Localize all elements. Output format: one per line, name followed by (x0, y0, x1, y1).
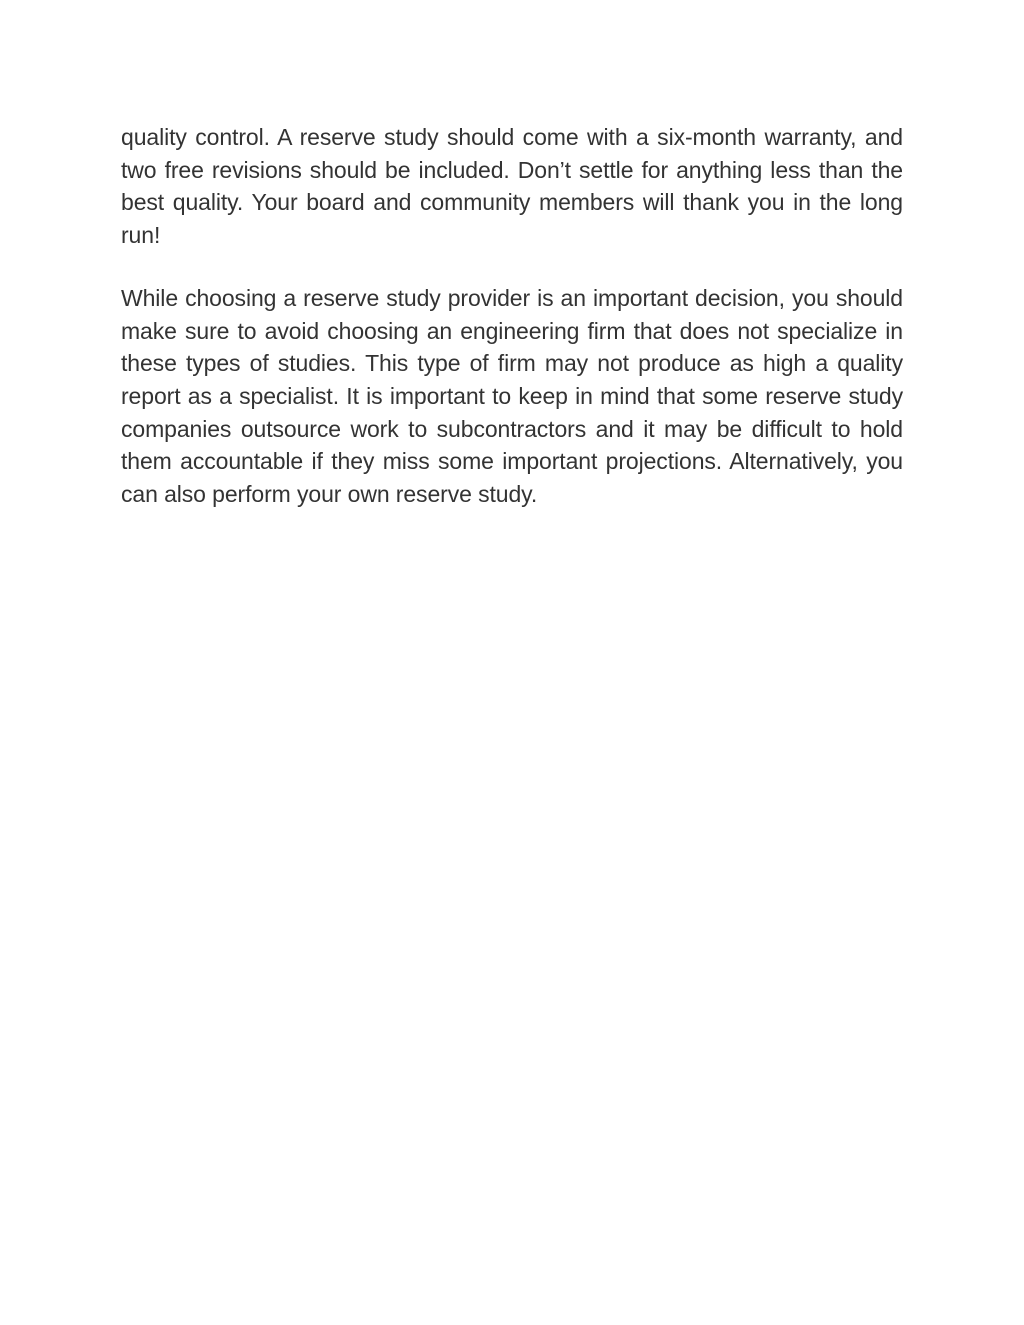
document-body (121, 121, 903, 541)
paragraph-choosing-provider: While choosing a reserve study provider is an important decision, you should make sure to avoid choosing an engineering firm that does not specialize in these types of studies. This type of firm may not produce as high a quality report as a specialist. It is important to keep in mind that some reserve study companies outsource work to subcontractors and it may be difficult to hold them accountable if they miss some important projections. Alternatively, you can also perform your own reserve study. (121, 284, 903, 508)
paragraph-quality-control: quality control. A reserve study should come with a six-month warranty, and two free revisions should be included. Don’t settle for anything less than the best quality. Your board and community members will thank you in the long run! (121, 124, 903, 249)
